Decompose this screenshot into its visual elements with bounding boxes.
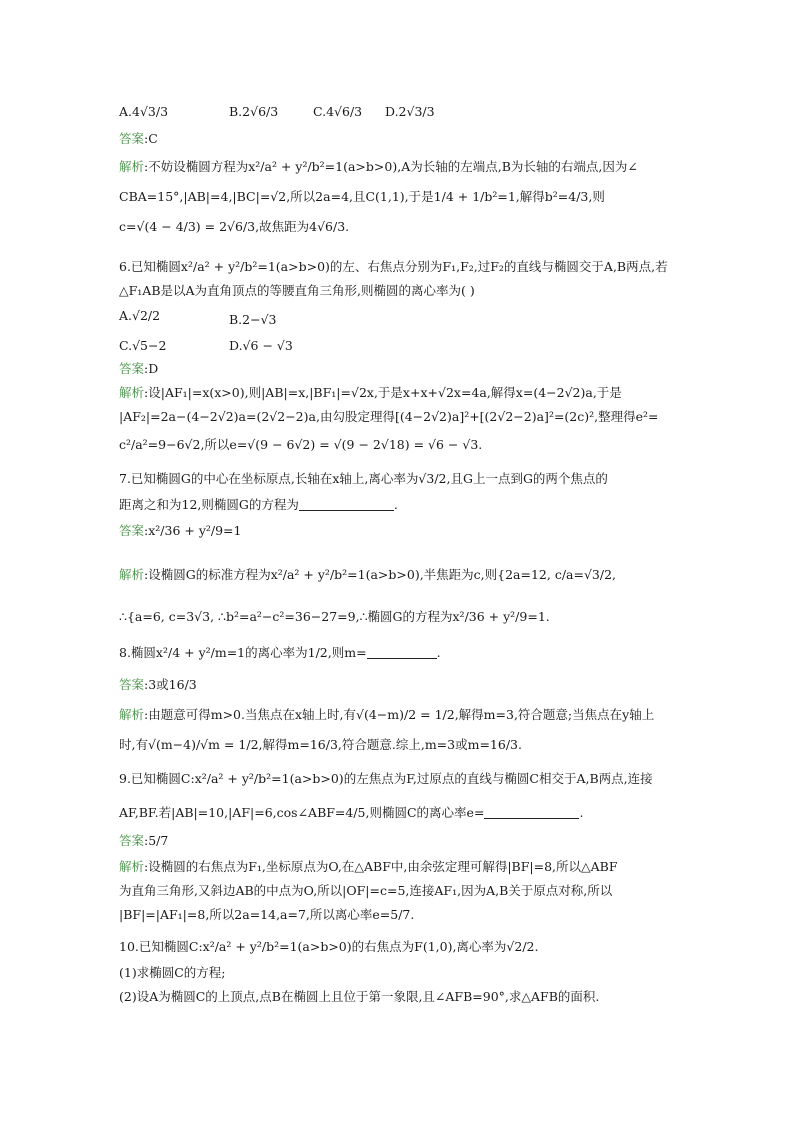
answer-value: :D: [144, 361, 159, 376]
answer-label: 答案: [119, 361, 145, 376]
q9-analysis-line3: |BF|=|AF₁|=8,所以2a=14,a=7,所以离心率e=5/7.: [119, 907, 415, 922]
q6-option-a: A.√2/2: [119, 308, 161, 323]
answer-value: :5/7: [144, 833, 169, 848]
q6-analysis-line3: c²/a²=9−6√2,所以e=√(9 − 6√2) = √(9 − 2√18) = √6 − √3.: [119, 437, 483, 452]
q8-stem-text: 8.椭圆x²/4 + y²/m=1的离心率为1/2,则m=: [119, 645, 367, 660]
q8-answer: [119, 676, 679, 694]
q8-stem: [119, 644, 679, 662]
analysis-label: 解析: [119, 859, 145, 874]
q9-answer-blank: [484, 806, 579, 819]
answer-label: 答案: [119, 833, 145, 848]
q8-analysis-line1: [119, 706, 679, 724]
q6-stem-line2: △F₁AB是以A为直角顶点的等腰直角三角形,则椭圆的离心率为( ): [119, 283, 475, 298]
q7-answer-blank: [299, 498, 394, 511]
q8-answer-blank: [367, 646, 437, 659]
q9-stem-text: AF,BF.若|AB|=10,|AF|=6,cos∠ABF=4/5,则椭圆C的离心率e=: [119, 805, 485, 820]
q10-part2: (2)设A为椭圆C的上顶点,点B在椭圆上且位于第一象限,且∠AFB=90°,求△AFB的面积.: [119, 989, 600, 1004]
q5-answer: [119, 130, 679, 148]
q9-stem-line1: 9.已知椭圆C:x²/a² + y²/b²=1(a>b>0)的左焦点为F,过原点的直线与椭圆C相交于A,B两点,连接: [119, 771, 653, 786]
q7-stem-text: 距离之和为12,则椭圆G的方程为: [119, 497, 299, 512]
analysis-text: :设椭圆G的标准方程为x²/a² + y²/b²=1(a>b>0),半焦距为c,则{2a=12, c/a=√3/2,: [144, 567, 617, 582]
q7-stem-line2: [119, 496, 679, 514]
q6-analysis-line1: [119, 384, 679, 402]
analysis-label: 解析: [119, 567, 145, 582]
answer-label: 答案: [119, 677, 145, 692]
q10-part1: (1)求椭圆C的方程;: [119, 965, 226, 980]
answer-value: :3或16/3: [144, 677, 197, 692]
q7-analysis-line2: ∴{a=6, c=3√3, ∴b²=a²−c²=36−27=9,∴椭圆G的方程为x²/36 + y²/9=1.: [119, 609, 550, 624]
q9-analysis-line1: [119, 858, 679, 876]
answer-label: 答案: [119, 523, 145, 538]
q10-stem: 10.已知椭圆C:x²/a² + y²/b²=1(a>b>0)的右焦点为F(1,0),离心率为√2/2.: [119, 939, 539, 954]
answer-value: :x²/36 + y²/9=1: [144, 523, 242, 538]
analysis-label: 解析: [119, 707, 145, 722]
q5-analysis-line2: CBA=15°,|AB|=4,|BC|=√2,所以2a=4,且C(1,1),于是1/4 + 1/b²=1,解得b²=4/3,则: [119, 189, 605, 204]
q6-answer: [119, 360, 679, 378]
q6-analysis-line2: |AF₂|=2a−(4−2√2)a=(2√2−2)a,由勾股定理得[(4−2√2)a]²+[(2√2−2)a]²=(2c)²,整理得e²=: [119, 409, 659, 424]
analysis-text: :由题意可得m>0.当焦点在x轴上时,有√(4−m)/2 = 1/2,解得m=3,符合题意;当焦点在y轴上: [144, 707, 655, 722]
q5-analysis-line3: c=√(4 − 4/3) = 2√6/3,故焦距为4√6/3.: [119, 219, 350, 234]
q5-option-a: A.4√3/3: [119, 104, 169, 119]
analysis-label: 解析: [119, 385, 145, 400]
q7-stem-line1: 7.已知椭圆G的中心在坐标原点,长轴在x轴上,离心率为√3/2,且G上一点到G的两个焦点的: [119, 471, 608, 486]
q5-option-b: B.2√6/3: [229, 104, 279, 119]
q5-option-d: D.2√3/3: [385, 104, 435, 119]
q9-stem-end: .: [579, 805, 584, 820]
q5-analysis-line1: [119, 158, 679, 176]
q7-answer: [119, 522, 679, 540]
answer-label: 答案: [119, 131, 145, 146]
q5-option-c: C.4√6/3: [313, 104, 363, 119]
analysis-text: :设|AF₁|=x(x>0),则|AB|=x,|BF₁|=√2x,于是x+x+√2x=4a,解得x=(4−2√2)a,于是: [144, 385, 622, 400]
q6-option-b: B.2−√3: [229, 312, 277, 327]
q6-option-d: D.√6 − √3: [229, 338, 293, 353]
q6-stem-line1: 6.已知椭圆x²/a² + y²/b²=1(a>b>0)的左、右焦点分别为F₁,F₂,过F₂的直线与椭圆交于A,B两点,若: [119, 259, 668, 274]
q9-answer: [119, 832, 679, 850]
q7-stem-end: .: [393, 497, 398, 512]
q7-analysis-line1: [119, 566, 679, 584]
q8-analysis-line2: 时,有√(m−4)/√m = 1/2,解得m=16/3,符合题意.综上,m=3或m=16/3.: [119, 737, 522, 752]
answer-value: :C: [144, 131, 158, 146]
q8-stem-end: .: [436, 645, 441, 660]
q9-analysis-line2: 为直角三角形,又斜边AB的中点为O,所以|OF|=c=5,连接AF₁,因为A,B关于原点对称,所以: [119, 883, 613, 898]
q9-stem-line2: [119, 804, 679, 822]
q6-option-c: C.√5−2: [119, 338, 167, 353]
analysis-text: :不妨设椭圆方程为x²/a² + y²/b²=1(a>b>0),A为长轴的左端点,B为长轴的右端点,因为∠: [144, 159, 638, 174]
analysis-text: :设椭圆的右焦点为F₁,坐标原点为O,在△ABF中,由余弦定理可解得|BF|=8,所以△ABF: [144, 859, 618, 874]
analysis-label: 解析: [119, 159, 145, 174]
